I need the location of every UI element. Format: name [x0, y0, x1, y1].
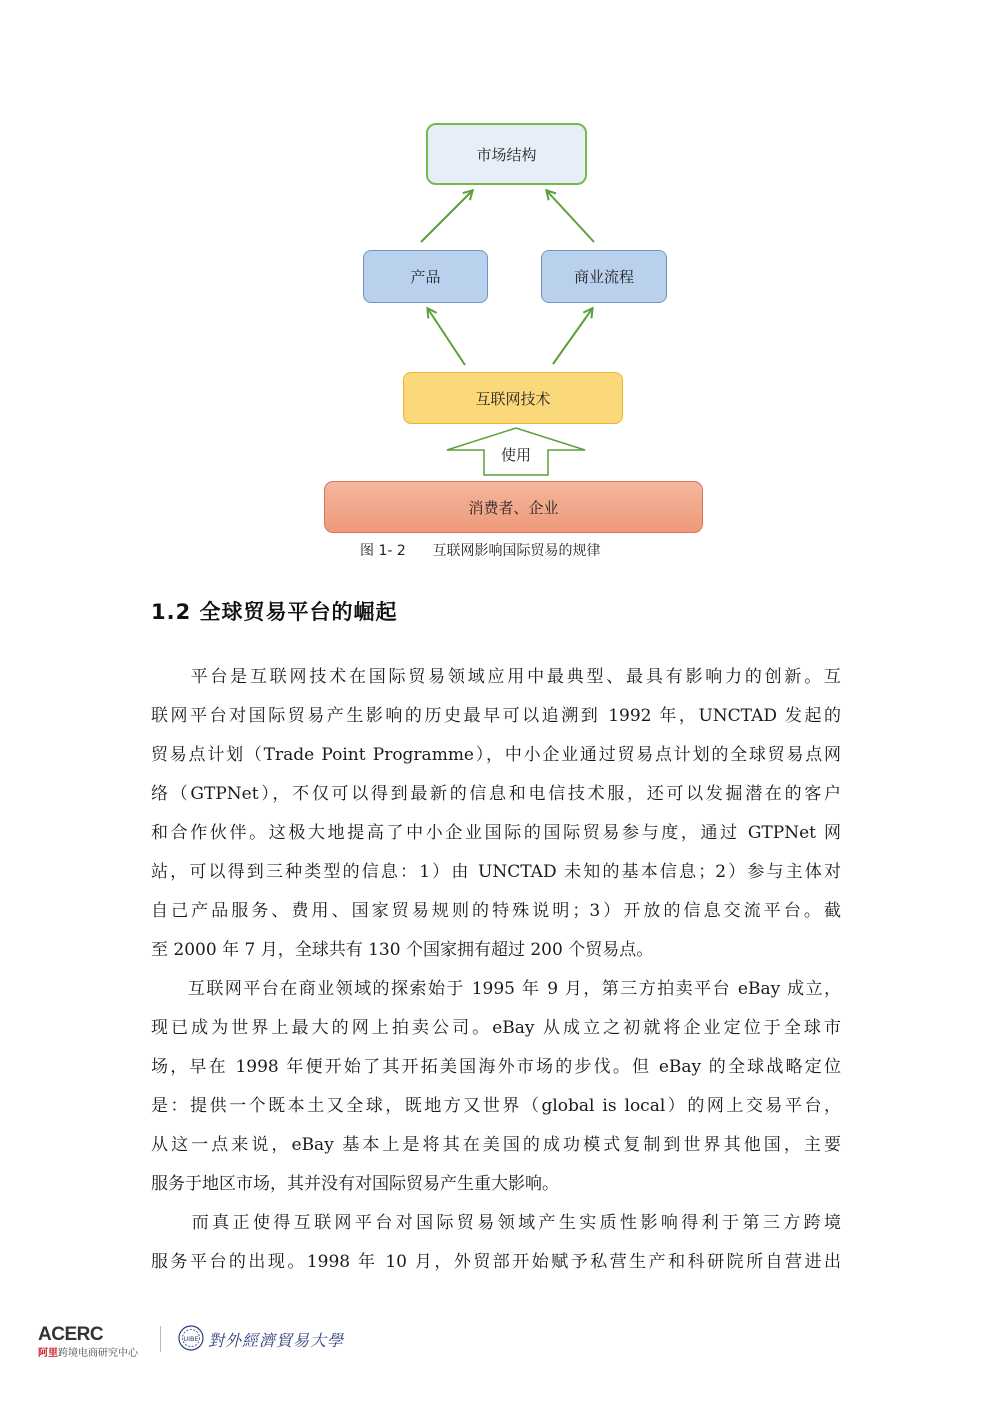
paragraph-line: 络（GTPNet），不仅可以得到最新的信息和电信技术服，还可以发掘潜在的客户 — [151, 784, 841, 804]
product-box — [363, 250, 488, 303]
paragraph-line: 是：提供一个既本土又全球，既地方又世界（global is local）的网上交易平台， — [151, 1096, 841, 1116]
section-heading: 1.2 全球贸易平台的崛起 — [151, 600, 398, 624]
uibe-emblem-text: UIBE — [183, 1335, 199, 1343]
figure-caption: 图 1- 2 互联网影响国际贸易的规律 — [360, 543, 601, 559]
acerc-subtitle-text: 跨境电商研究中心 — [58, 1348, 138, 1359]
internet-technology-box — [403, 372, 623, 424]
page-footer — [38, 1320, 358, 1360]
business-process-box — [541, 250, 667, 303]
market-structure-label: 市场结构 — [476, 145, 537, 164]
paragraph-line: 至 2000 年 7 月，全球共有 130 个国家拥有超过 200 个贸易点。 — [151, 940, 654, 960]
arrow-process-to-market — [547, 191, 594, 242]
arrow-tech-to-product — [428, 309, 465, 365]
arrow-product-to-market — [421, 191, 472, 242]
paragraph-line: 贸易点计划（Trade Point Programme），中小企业通过贸易点计划的全球贸易点网 — [151, 745, 841, 765]
paragraph-line: 平台是互联网技术在国际贸易领域应用中最典型、最具有影响力的创新。互 — [151, 667, 841, 687]
consumers-enterprises-box — [324, 481, 703, 533]
paragraph-line: 服务于地区市场，其并没有对国际贸易产生重大影响。 — [151, 1174, 559, 1194]
acerc-wordmark: ACERC — [38, 1324, 104, 1345]
footer-divider — [160, 1326, 161, 1352]
paragraph-3 — [151, 1204, 841, 1282]
paragraph-line: 站，可以得到三种类型的信息：1）由 UNCTAD 未知的基本信息；2）参与主体对 — [151, 862, 841, 882]
paragraph-line: 自己产品服务、费用、国家贸易规则的特殊说明；3）开放的信息交流平台。截 — [151, 901, 841, 921]
use-arrow-label: 使用 — [500, 446, 531, 464]
acerc-subtitle — [38, 1344, 138, 1359]
uibe-emblem-icon — [177, 1324, 205, 1352]
paragraph-line: 和合作伙伴。这极大地提高了中小企业国际的国际贸易参与度，通过 GTPNet 网 — [151, 823, 841, 843]
arrow-tech-to-process — [553, 309, 592, 364]
paragraph-line: 服务平台的出现。1998 年 10 月，外贸部开始赋予私营生产和科研院所自营进出 — [151, 1252, 841, 1272]
uibe-name: 對外經濟貿易大學 — [208, 1331, 345, 1350]
paragraph-line: 而真正使得互联网平台对国际贸易领域产生实质性影响得利于第三方跨境 — [151, 1213, 841, 1233]
product-label: 产品 — [410, 268, 441, 286]
internet-technology-label: 互联网技术 — [475, 389, 551, 408]
consumers-enterprises-label: 消费者、企业 — [468, 498, 559, 517]
paragraph-line: 现已成为世界上最大的网上拍卖公司。eBay 从成立之初就将企业定位于全球市 — [151, 1018, 841, 1038]
paragraph-line: 从这一点来说，eBay 基本上是将其在美国的成功模式复制到世界其他国，主要 — [151, 1135, 841, 1155]
paragraph-2 — [151, 970, 841, 1204]
paragraph-1 — [151, 658, 841, 970]
business-process-label: 商业流程 — [573, 268, 634, 286]
paragraph-line: 场，早在 1998 年便开始了其开拓美国海外市场的步伐。但 eBay 的全球战略定位 — [151, 1057, 841, 1077]
paragraph-line: 互联网平台在商业领域的探索始于 1995 年 9 月，第三方拍卖平台 eBay 成立， — [151, 979, 841, 999]
market-structure-box — [426, 123, 587, 185]
diagram-arrows — [0, 0, 992, 560]
acerc-subtitle-brand: 阿里 — [38, 1348, 58, 1359]
paragraph-line: 联网平台对国际贸易产生影响的历史最早可以追溯到 1992 年，UNCTAD 发起的 — [151, 706, 841, 726]
acerc-logo — [38, 1324, 138, 1359]
